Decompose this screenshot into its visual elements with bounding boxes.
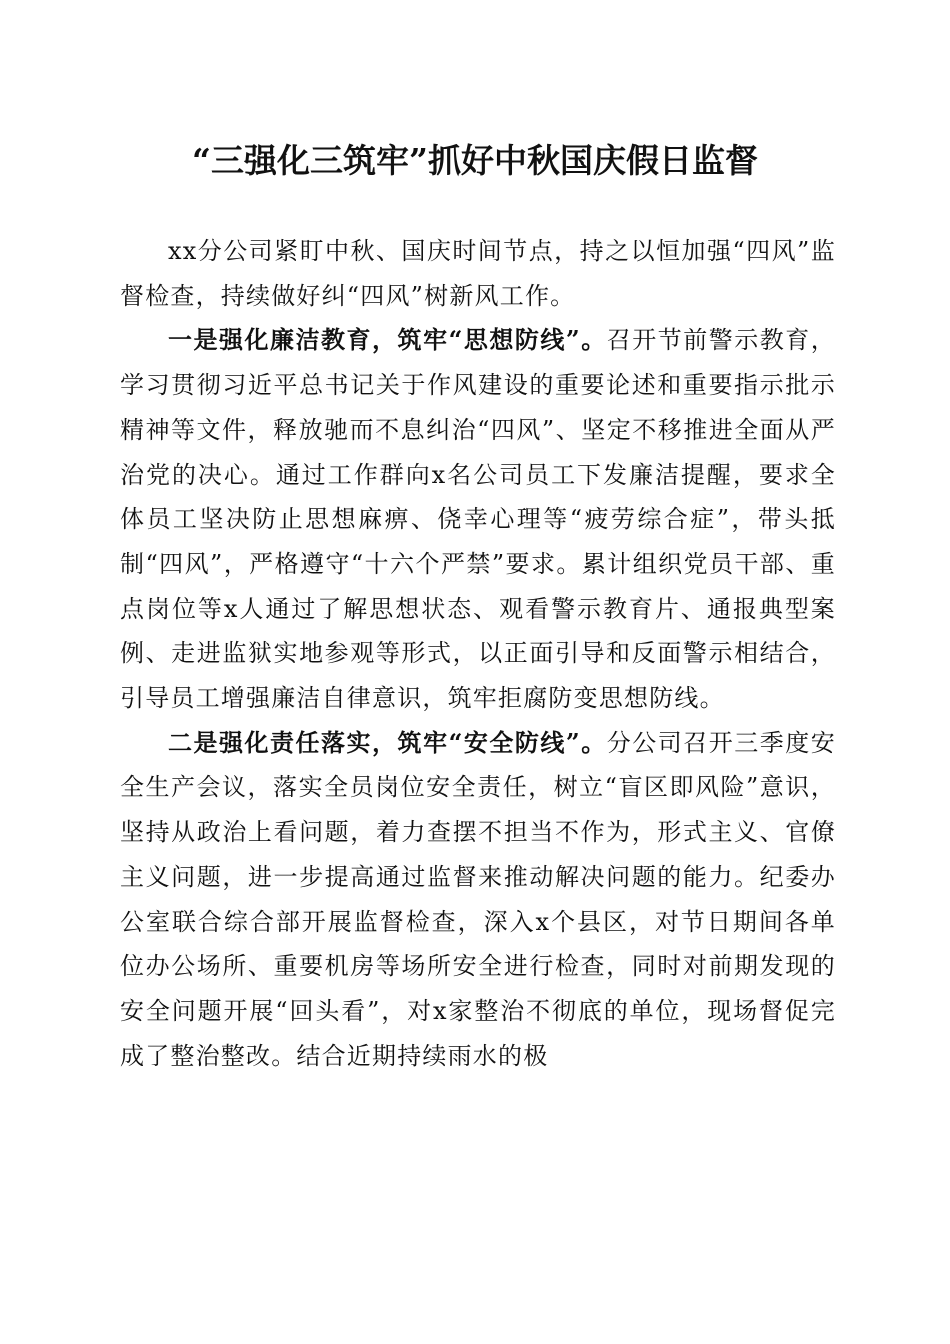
section-2-paragraph xyxy=(120,721,836,1079)
section-2-text: 分公司召开三季度安全生产会议，落实全员岗位安全责任，树立“盲区即风险”意识，坚持从政治上看问题，着力查摆不担当不作为，形式主义、官僚主义问题，进一步提高通过监督来推动解决问题的能力。纪委办公室联合综合部开展监督检查，深入x个县区，对节日期间各单位办公场所、重要机房等场所安全进行检查，同时对前期发现的安全问题开展“回头看”，对x家整治不彻底的单位，现场督促完成了整治整改。结合近期持续雨水的极 xyxy=(120,728,836,1070)
section-1-text: 召开节前警示教育，学习贯彻习近平总书记关于作风建设的重要论述和重要指示批示精神等文件，释放驰而不息纠治“四风”、坚定不移推进全面从严治党的决心。通过工作群向x名公司员工下发廉洁提醒，要求全体员工坚决防止思想麻痹、侥幸心理等“疲劳综合症”，带头抵制“四风”，严格遵守“十六个严禁”要求。累计组织党员干部、重点岗位等x人通过了解思想状态、观看警示教育片、通报典型案例、走进监狱实地参观等形式，以正面引导和反面警示相结合，引导员工增强廉洁自律意识，筑牢拒腐防变思想防线。 xyxy=(120,326,836,713)
document-title: “三强化三筑牢”抓好中秋国庆假日监督 xyxy=(192,141,758,180)
section-1-paragraph xyxy=(120,318,836,720)
intro-paragraph: xx分公司紧盯中秋、国庆时间节点，持之以恒加强“四风”监督检查，持续做好纠“四风”树新风工作。 xyxy=(120,237,836,310)
section-2-lead: 二是强化责任落实，筑牢“安全防线”。 xyxy=(168,727,607,757)
section-1-lead: 一是强化廉洁教育，筑牢“思想防线”。 xyxy=(168,325,607,355)
document-body xyxy=(120,229,836,1078)
